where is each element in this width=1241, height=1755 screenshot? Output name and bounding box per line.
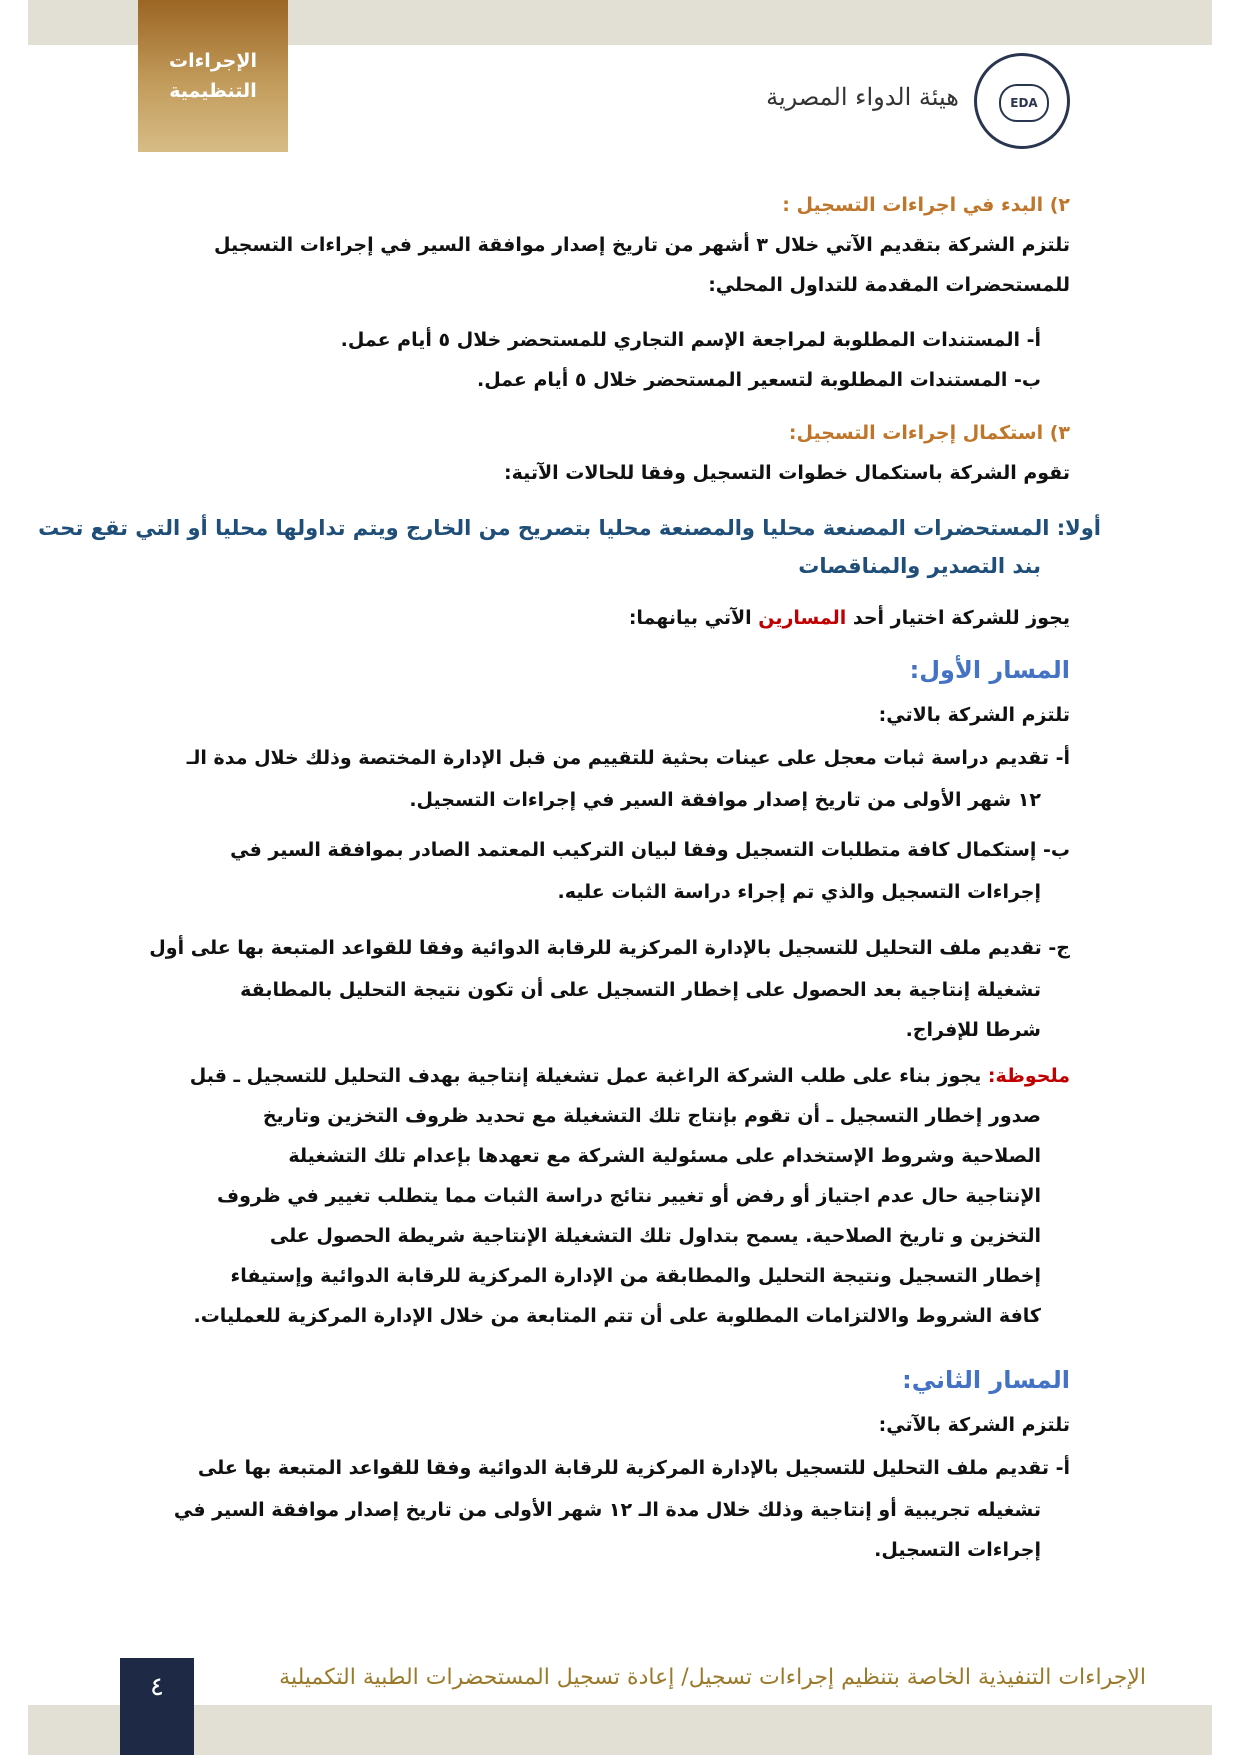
section-tab-line2: التنظيمية — [169, 80, 257, 102]
text-line: أ- المستندات المطلوبة لمراجعة الإسم التجاري للمستحضر خلال ٥ أيام عمل. — [340, 329, 1041, 351]
text-line: تلتزم الشركة بتقديم الآتي خلال ٣ أشهر من تاريخ إصدار موافقة السير في إجراءات التسجيل — [214, 234, 1070, 256]
section-tab-line1: الإجراءات — [168, 50, 257, 72]
bottom-band — [28, 1705, 1212, 1755]
text-line: التخزين و تاريخ الصلاحية. يسمح بتداول تلك التشغيلة الإنتاجية شريطة الحصول على — [269, 1225, 1041, 1247]
text-line: تلتزم الشركة بالاتي: — [878, 704, 1070, 726]
text-line: كافة الشروط والالتزامات المطلوبة على أن تتم المتابعة من خلال الإدارة المركزية للعمليات. — [193, 1305, 1041, 1327]
highlight-word: المسارين — [758, 607, 847, 629]
text-line — [190, 1061, 1070, 1091]
text-line: تقوم الشركة باستكمال خطوات التسجيل وفقا للحالات الآتية: — [504, 462, 1070, 484]
text-line — [629, 603, 1070, 633]
text-line: تلتزم الشركة بالآتي: — [878, 1414, 1070, 1436]
seal-icon — [974, 53, 1070, 149]
section-heading: بند التصدير والمناقصات — [798, 554, 1041, 578]
section-heading: أولا: المستحضرات المصنعة محليا والمصنعة محليا بتصريح من الخارج ويتم تداولها محليا أو التي تقع تحت — [38, 516, 1101, 540]
text-line: أ- تقديم دراسة ثبات معجل على عينات بحثية للتقييم من قبل الإدارة المختصة وذلك خلال مدة الـ — [186, 747, 1070, 769]
text-line: ب- إستكمال كافة متطلبات التسجيل وفقا لبيان التركيب المعتمد الصادر بموافقة السير في — [230, 839, 1070, 861]
page-number: ٤ — [120, 1658, 194, 1755]
text-line: الإنتاجية حال عدم اجتياز أو رفض أو تغيير نتائج دراسة الثبات مما يتطلب تغيير في ظروف — [217, 1185, 1041, 1207]
text-line: الصلاحية وشروط الإستخدام على مسئولية الشركة مع تعهدها بإعدام تلك التشغيلة — [288, 1145, 1041, 1167]
footer-title: الإجراءات التنفيذية الخاصة بتنظيم إجراءات تسجيل/ إعادة تسجيل المستحضرات الطبية التكميلية — [279, 1665, 1146, 1690]
text-line: ب- المستندات المطلوبة لتسعير المستحضر خلال ٥ أيام عمل. — [477, 369, 1041, 391]
text-line: تشغيله تجريبية أو إنتاجية وذلك خلال مدة الـ ١٢ شهر الأولى من تاريخ إصدار موافقة السير في — [173, 1499, 1041, 1521]
text-line: للمستحضرات المقدمة للتداول المحلي: — [708, 274, 1070, 296]
text-line: تشغيلة إنتاجية بعد الحصول على إخطار التسجيل على أن تكون نتيجة التحليل بالمطابقة — [240, 979, 1041, 1001]
seal-text: EDA — [999, 84, 1049, 122]
section-heading: المسار الأول: — [909, 656, 1070, 684]
text: الآتي بيانهما: — [628, 607, 759, 629]
text-line: ١٢ شهر الأولى من تاريخ إصدار موافقة السير في إجراءات التسجيل. — [409, 789, 1041, 811]
section-tab — [138, 0, 288, 152]
section-heading: ٢) البدء في اجراءات التسجيل : — [782, 194, 1070, 216]
note-text: يجوز بناء على طلب الشركة الراغبة عمل تشغيلة إنتاجية بهدف التحليل للتسجيل ـ قبل — [189, 1065, 988, 1087]
text-line: إخطار التسجيل ونتيجة التحليل والمطابقة من الإدارة المركزية للرقابة الدوائية وإستيفاء — [230, 1265, 1041, 1287]
text-line: إجراءات التسجيل والذي تم إجراء دراسة الثبات عليه. — [557, 881, 1041, 903]
section-heading: ٣) استكمال إجراءات التسجيل: — [788, 422, 1070, 444]
text-line: أ- تقديم ملف التحليل للتسجيل بالإدارة المركزية للرقابة الدوائية وفقا للقواعد المتبعة بها على — [197, 1457, 1070, 1479]
text-line: إجراءات التسجيل. — [874, 1539, 1041, 1561]
eda-logo — [765, 45, 1070, 157]
logo-arabic-text: هيئة الدواء المصرية — [766, 83, 959, 111]
text-line: ج- تقديم ملف التحليل للتسجيل بالإدارة المركزية للرقابة الدوائية وفقا للقواعد المتبعة بها على أول — [149, 937, 1070, 959]
note-label: ملحوظة: — [987, 1065, 1070, 1087]
text-line: صدور إخطار التسجيل ـ أن تقوم بإنتاج تلك التشغيلة مع تحديد ظروف التخزين وتاريخ — [262, 1105, 1041, 1127]
text: يجوز للشركة اختيار أحد — [846, 607, 1070, 629]
section-heading: المسار الثاني: — [902, 1366, 1070, 1394]
text-line: شرطا للإفراج. — [905, 1019, 1041, 1041]
